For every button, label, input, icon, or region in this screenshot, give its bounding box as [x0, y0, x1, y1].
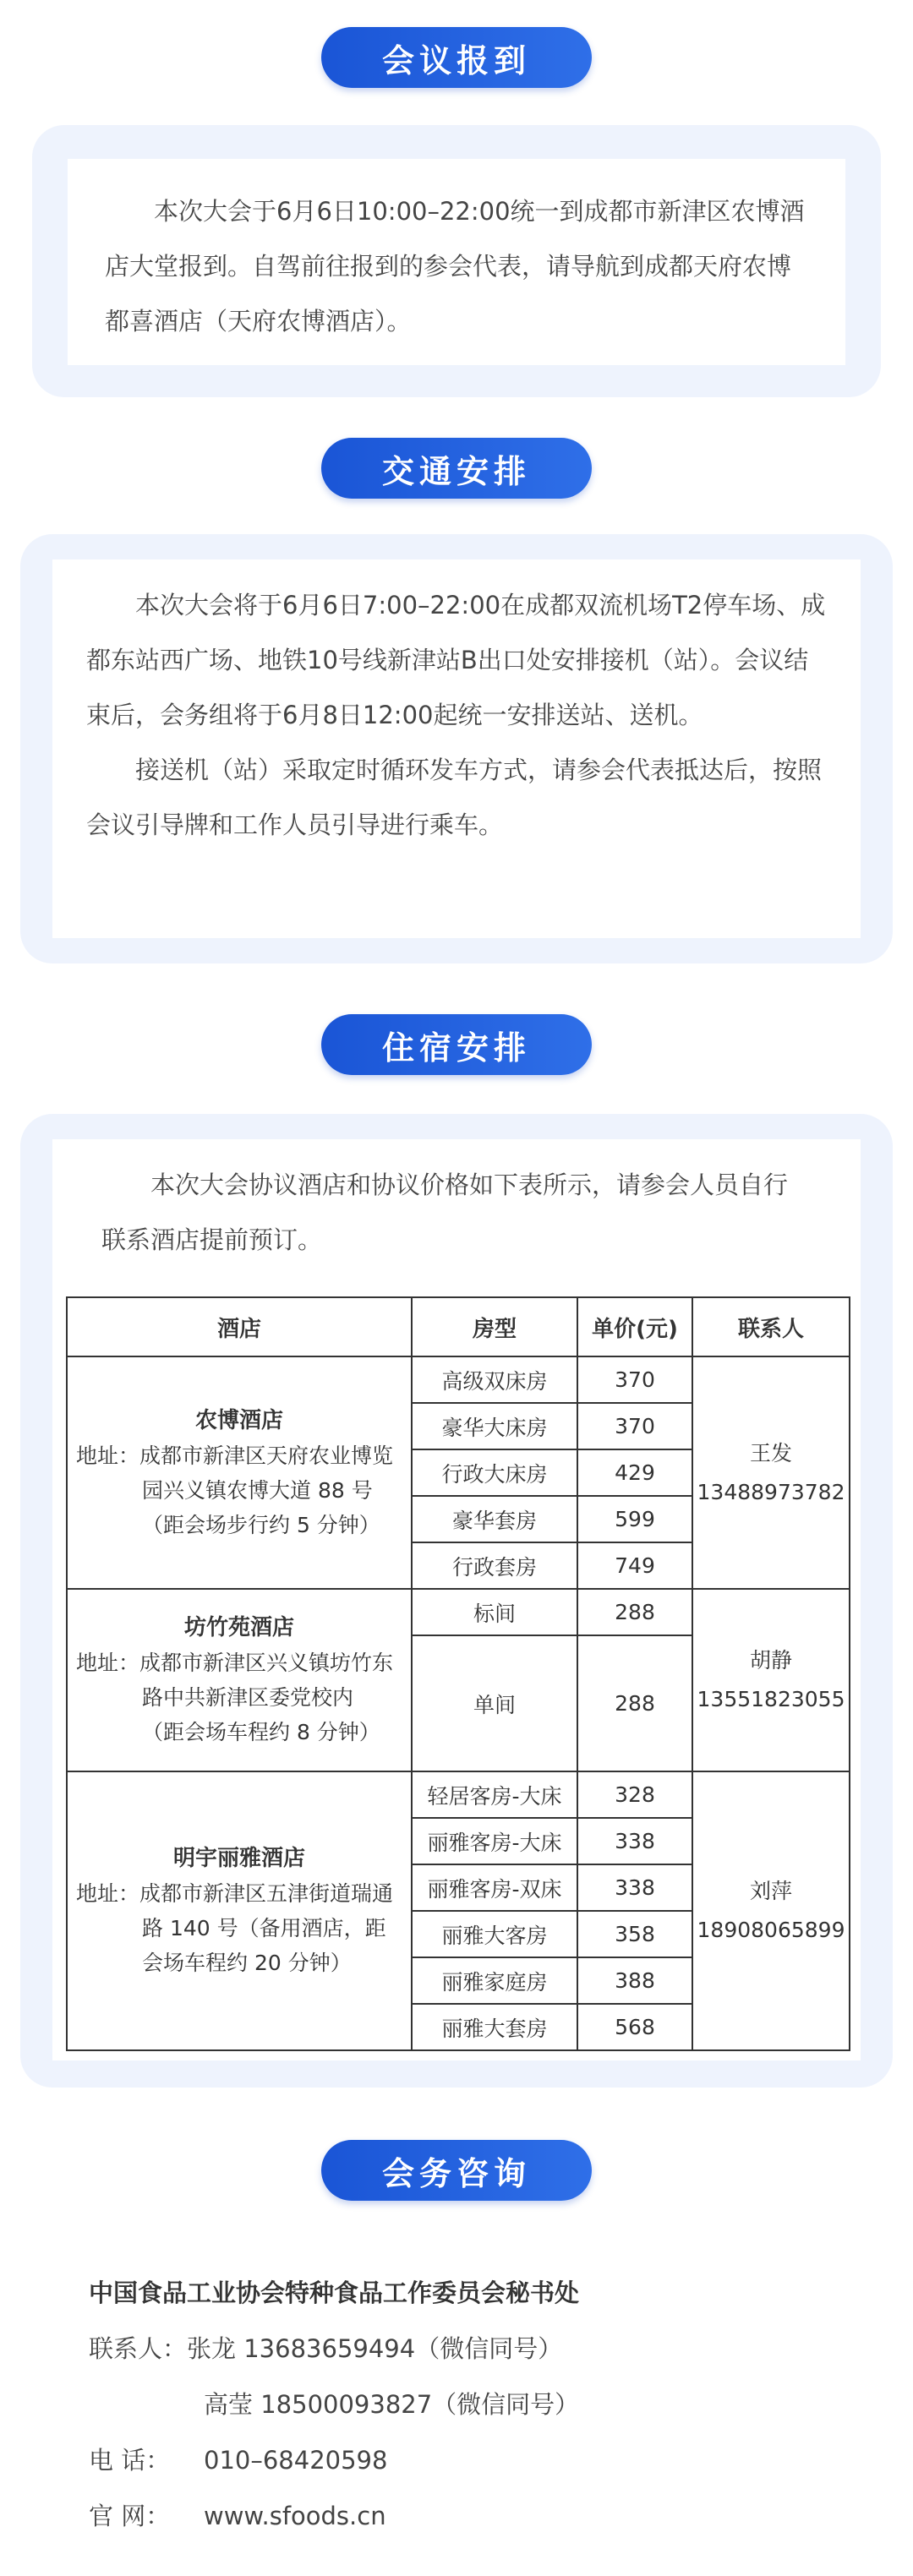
- checkin-paragraph: 本次大会于6月6日10:00–22:00统一到成都市新津区农博酒店大堂报到。自驾前往报到的参会代表，请导航到成都天府农博都喜酒店（天府农博酒店）。: [105, 197, 805, 336]
- contact-phone: 18908065899: [697, 1918, 845, 1942]
- table-row: [67, 1589, 850, 1635]
- contact-cell: [692, 1771, 850, 2050]
- room-price: 568: [577, 2004, 692, 2050]
- contact-cell: [692, 1589, 850, 1771]
- checkin-card: [32, 125, 881, 397]
- room-price: 338: [577, 1864, 692, 1911]
- website-link[interactable]: www.sfoods.cn: [204, 2502, 386, 2530]
- hotel-price-table: [66, 1296, 850, 2051]
- room-type: 丽雅客房-大床: [412, 1818, 577, 1864]
- room-type: 丽雅大客房: [412, 1911, 577, 1957]
- website-row: [89, 2488, 579, 2544]
- section-title-transport: 交通安排: [321, 438, 592, 499]
- checkin-card-body: [68, 159, 845, 365]
- hotel-address: 地址：成都市新津区兴义镇坊竹东路中共新津区委党校内: [76, 1651, 394, 1710]
- contact-label: 联系人：: [89, 2334, 188, 2363]
- hotel-distance-note: （距会场车程约 8 分钟）: [142, 1720, 380, 1744]
- contact-row-1: [89, 2321, 579, 2377]
- contact-person-1: 张龙 13683659494（微信同号）: [187, 2334, 563, 2363]
- room-type: 丽雅客房-双床: [412, 1864, 577, 1911]
- phone-number: 010–68420598: [204, 2446, 388, 2475]
- contact-name: 刘萍: [749, 1879, 792, 1903]
- table-header-row: [67, 1297, 850, 1356]
- room-type: 豪华套房: [412, 1496, 577, 1542]
- hotel-address: 地址：成都市新津区五津街道瑞通路 140 号（备用酒店，距会场车程约 20 分钟）: [76, 1881, 394, 1975]
- hotel-distance-note: （距会场步行约 5 分钟）: [142, 1512, 380, 1537]
- room-type: 单间: [412, 1635, 577, 1771]
- room-price: 370: [577, 1403, 692, 1449]
- hotel-address: 地址：成都市新津区天府农业博览园兴义镇农博大道 88 号: [76, 1443, 394, 1503]
- room-type: 丽雅家庭房: [412, 1957, 577, 2004]
- hotel-cell-nongbo: [67, 1356, 412, 1589]
- room-price: 749: [577, 1542, 692, 1589]
- transport-card-body: [52, 559, 861, 938]
- room-price: 370: [577, 1356, 692, 1403]
- transport-paragraph-1: 本次大会将于6月6日7:00–22:00在成都双流机场T2停车场、成都东站西广场、地铁10号线新津站B出口处安排接机（站）。会议结束后，会务组将于6月8日12:00起统一安排送站、送机。: [86, 591, 826, 729]
- room-type: 丽雅大套房: [412, 2004, 577, 2050]
- room-type: 行政套房: [412, 1542, 577, 1589]
- room-type: 轻居客房-大床: [412, 1771, 577, 1818]
- table-row: [67, 1771, 850, 1818]
- transport-paragraph-2: 接送机（站）采取定时循环发车方式，请参会代表抵达后，按照会议引导牌和工作人员引导进行乘车。: [86, 756, 823, 839]
- room-type: 豪华大床房: [412, 1403, 577, 1449]
- room-price: 429: [577, 1449, 692, 1496]
- room-type: 行政大床房: [412, 1449, 577, 1496]
- room-type: 标间: [412, 1589, 577, 1635]
- organizer-name: 中国食品工业协会特种食品工作委员会秘书处: [89, 2279, 580, 2307]
- contact-person-2: 高莹 18500093827（微信同号）: [204, 2390, 580, 2419]
- header-contact: 联系人: [692, 1297, 850, 1356]
- table-row: [67, 1356, 850, 1403]
- section-title-checkin: 会议报到: [321, 27, 592, 88]
- lodging-intro: 本次大会协议酒店和协议价格如下表所示，请参会人员自行联系酒店提前预订。: [101, 1171, 789, 1254]
- header-price: 单价(元): [577, 1297, 692, 1356]
- room-price: 358: [577, 1911, 692, 1957]
- contact-name: 胡静: [749, 1648, 792, 1673]
- room-type: 高级双床房: [412, 1356, 577, 1403]
- header-room-type: 房型: [412, 1297, 577, 1356]
- website-label: 官 网：: [89, 2502, 171, 2530]
- room-price: 338: [577, 1818, 692, 1864]
- hotel-name: 坊竹苑酒店: [183, 1615, 294, 1640]
- contact-row-2: [89, 2377, 579, 2432]
- section-title-consult: 会务咨询: [321, 2140, 592, 2201]
- room-price: 288: [577, 1589, 692, 1635]
- contact-phone: 13551823055: [697, 1687, 845, 1711]
- hotel-name: 农博酒店: [194, 1407, 283, 1433]
- contact-phone: 13488973782: [697, 1479, 845, 1504]
- hotel-name: 明宇丽雅酒店: [172, 1846, 305, 1871]
- consult-info: [89, 2265, 579, 2544]
- room-price: 328: [577, 1771, 692, 1818]
- room-price: 288: [577, 1635, 692, 1771]
- room-price: 388: [577, 1957, 692, 2004]
- section-title-lodging: 住宿安排: [321, 1014, 592, 1075]
- phone-row: [89, 2432, 579, 2488]
- phone-label: 电 话：: [89, 2446, 171, 2475]
- transport-card: [20, 534, 893, 963]
- hotel-cell-fangzhuyuan: [67, 1589, 412, 1771]
- room-price: 599: [577, 1496, 692, 1542]
- hotel-cell-mingyu-liya: [67, 1771, 412, 2050]
- header-hotel: 酒店: [67, 1297, 412, 1356]
- contact-name: 王发: [749, 1440, 792, 1465]
- contact-cell: [692, 1356, 850, 1589]
